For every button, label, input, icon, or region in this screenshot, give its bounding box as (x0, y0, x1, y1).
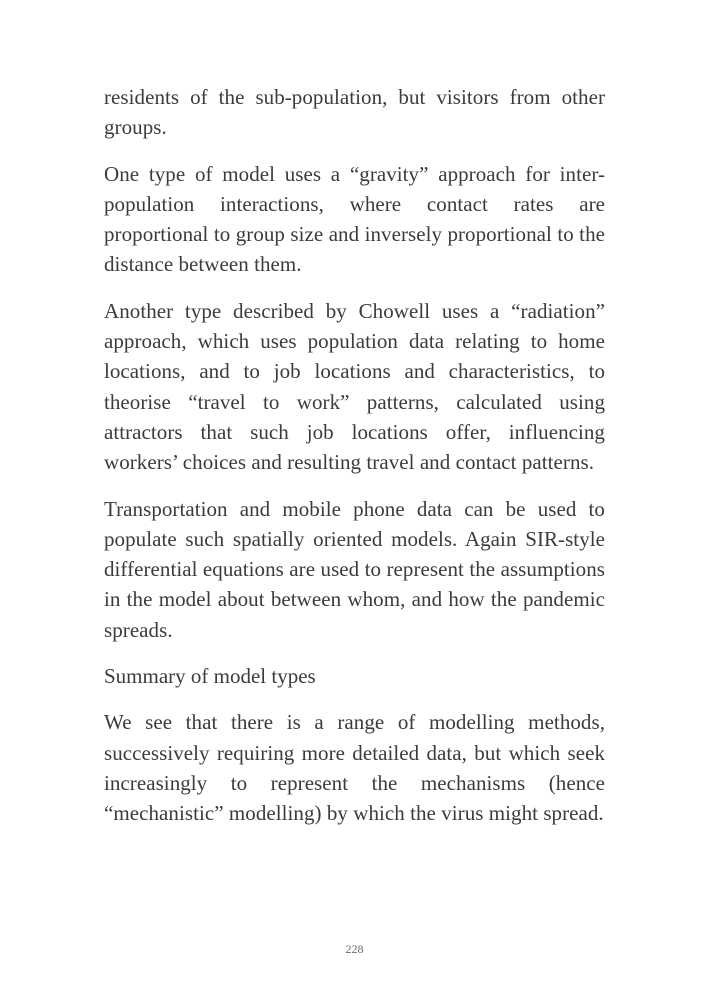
paragraph-gravity-model: One type of model uses a “gravity” approach for inter-population interactions, where contact rates are proportional to group size and inversely proportional to the distance between them. (104, 161, 605, 277)
paragraph-radiation-model: Another type described by Chowell uses a “radiation” approach, which uses population data relating to home locations, and to job locations and characteristics, to theorise “travel to work” patterns, calculated using attractors that such job locations offer, influencing workers’ choices and resulting travel and contact patterns. (104, 298, 605, 475)
paragraph-sub-population-visitors: residents of the sub-population, but visitors from other groups. (104, 85, 605, 140)
page-body (104, 82, 605, 845)
page-number: 228 (345, 942, 364, 956)
paragraph-summary: We see that there is a range of modelling methods, successively requiring more detailed data, but which seek increasingly to represent the mechanisms (hence “mechanistic” modelling) by which the virus might spread. (104, 710, 605, 826)
section-heading: Summary of model types (104, 664, 316, 689)
paragraph-transportation-data: Transportation and mobile phone data can be used to populate such spatially oriented models. Again SIR-style differential equations are used to represent the assumptions in the model about between whom, and how the pandemic spreads. (104, 496, 605, 642)
